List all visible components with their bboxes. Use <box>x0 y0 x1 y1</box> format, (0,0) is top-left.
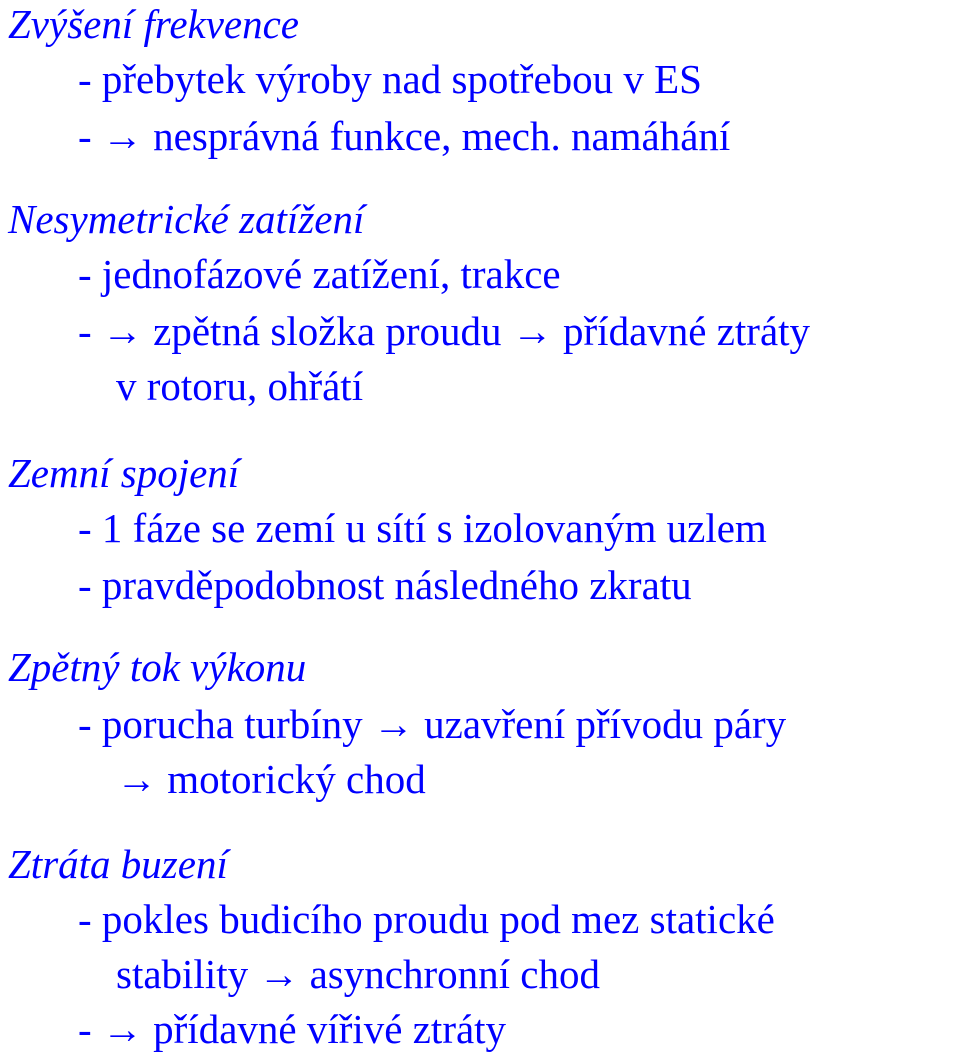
section-heading-asymmetric-load: Nesymetrické zatížení <box>8 196 365 242</box>
list-item-continuation: v rotoru, ohřátí <box>116 363 364 409</box>
list-item: - pokles budicího proudu pod mez statické <box>78 896 775 942</box>
list-item: - → nesprávná funkce, mech. namáhání <box>78 113 731 159</box>
list-item: - → přídavné vířivé ztráty <box>78 1006 507 1052</box>
list-item-continuation: → motorický chod <box>116 756 426 802</box>
list-item: - jednofázové zatížení, trakce <box>78 251 561 297</box>
list-item: - pravděpodobnost následného zkratu <box>78 562 692 608</box>
list-item: - → zpětná složka proudu → přídavné ztráty <box>78 308 811 354</box>
list-item: - porucha turbíny → uzavření přívodu páry <box>78 701 787 747</box>
list-item: - přebytek výroby nad spotřebou v ES <box>78 56 702 102</box>
section-heading-reverse-power: Zpětný tok výkonu <box>8 644 307 690</box>
list-item-continuation: stability → asynchronní chod <box>116 951 600 997</box>
section-heading-loss-of-excitation: Ztráta buzení <box>8 841 228 887</box>
list-item: - 1 fáze se zemí u sítí s izolovaným uzlem <box>78 505 767 551</box>
section-heading-earth-fault: Zemní spojení <box>8 450 240 496</box>
section-heading-frequency-increase: Zvýšení frekvence <box>8 1 300 47</box>
